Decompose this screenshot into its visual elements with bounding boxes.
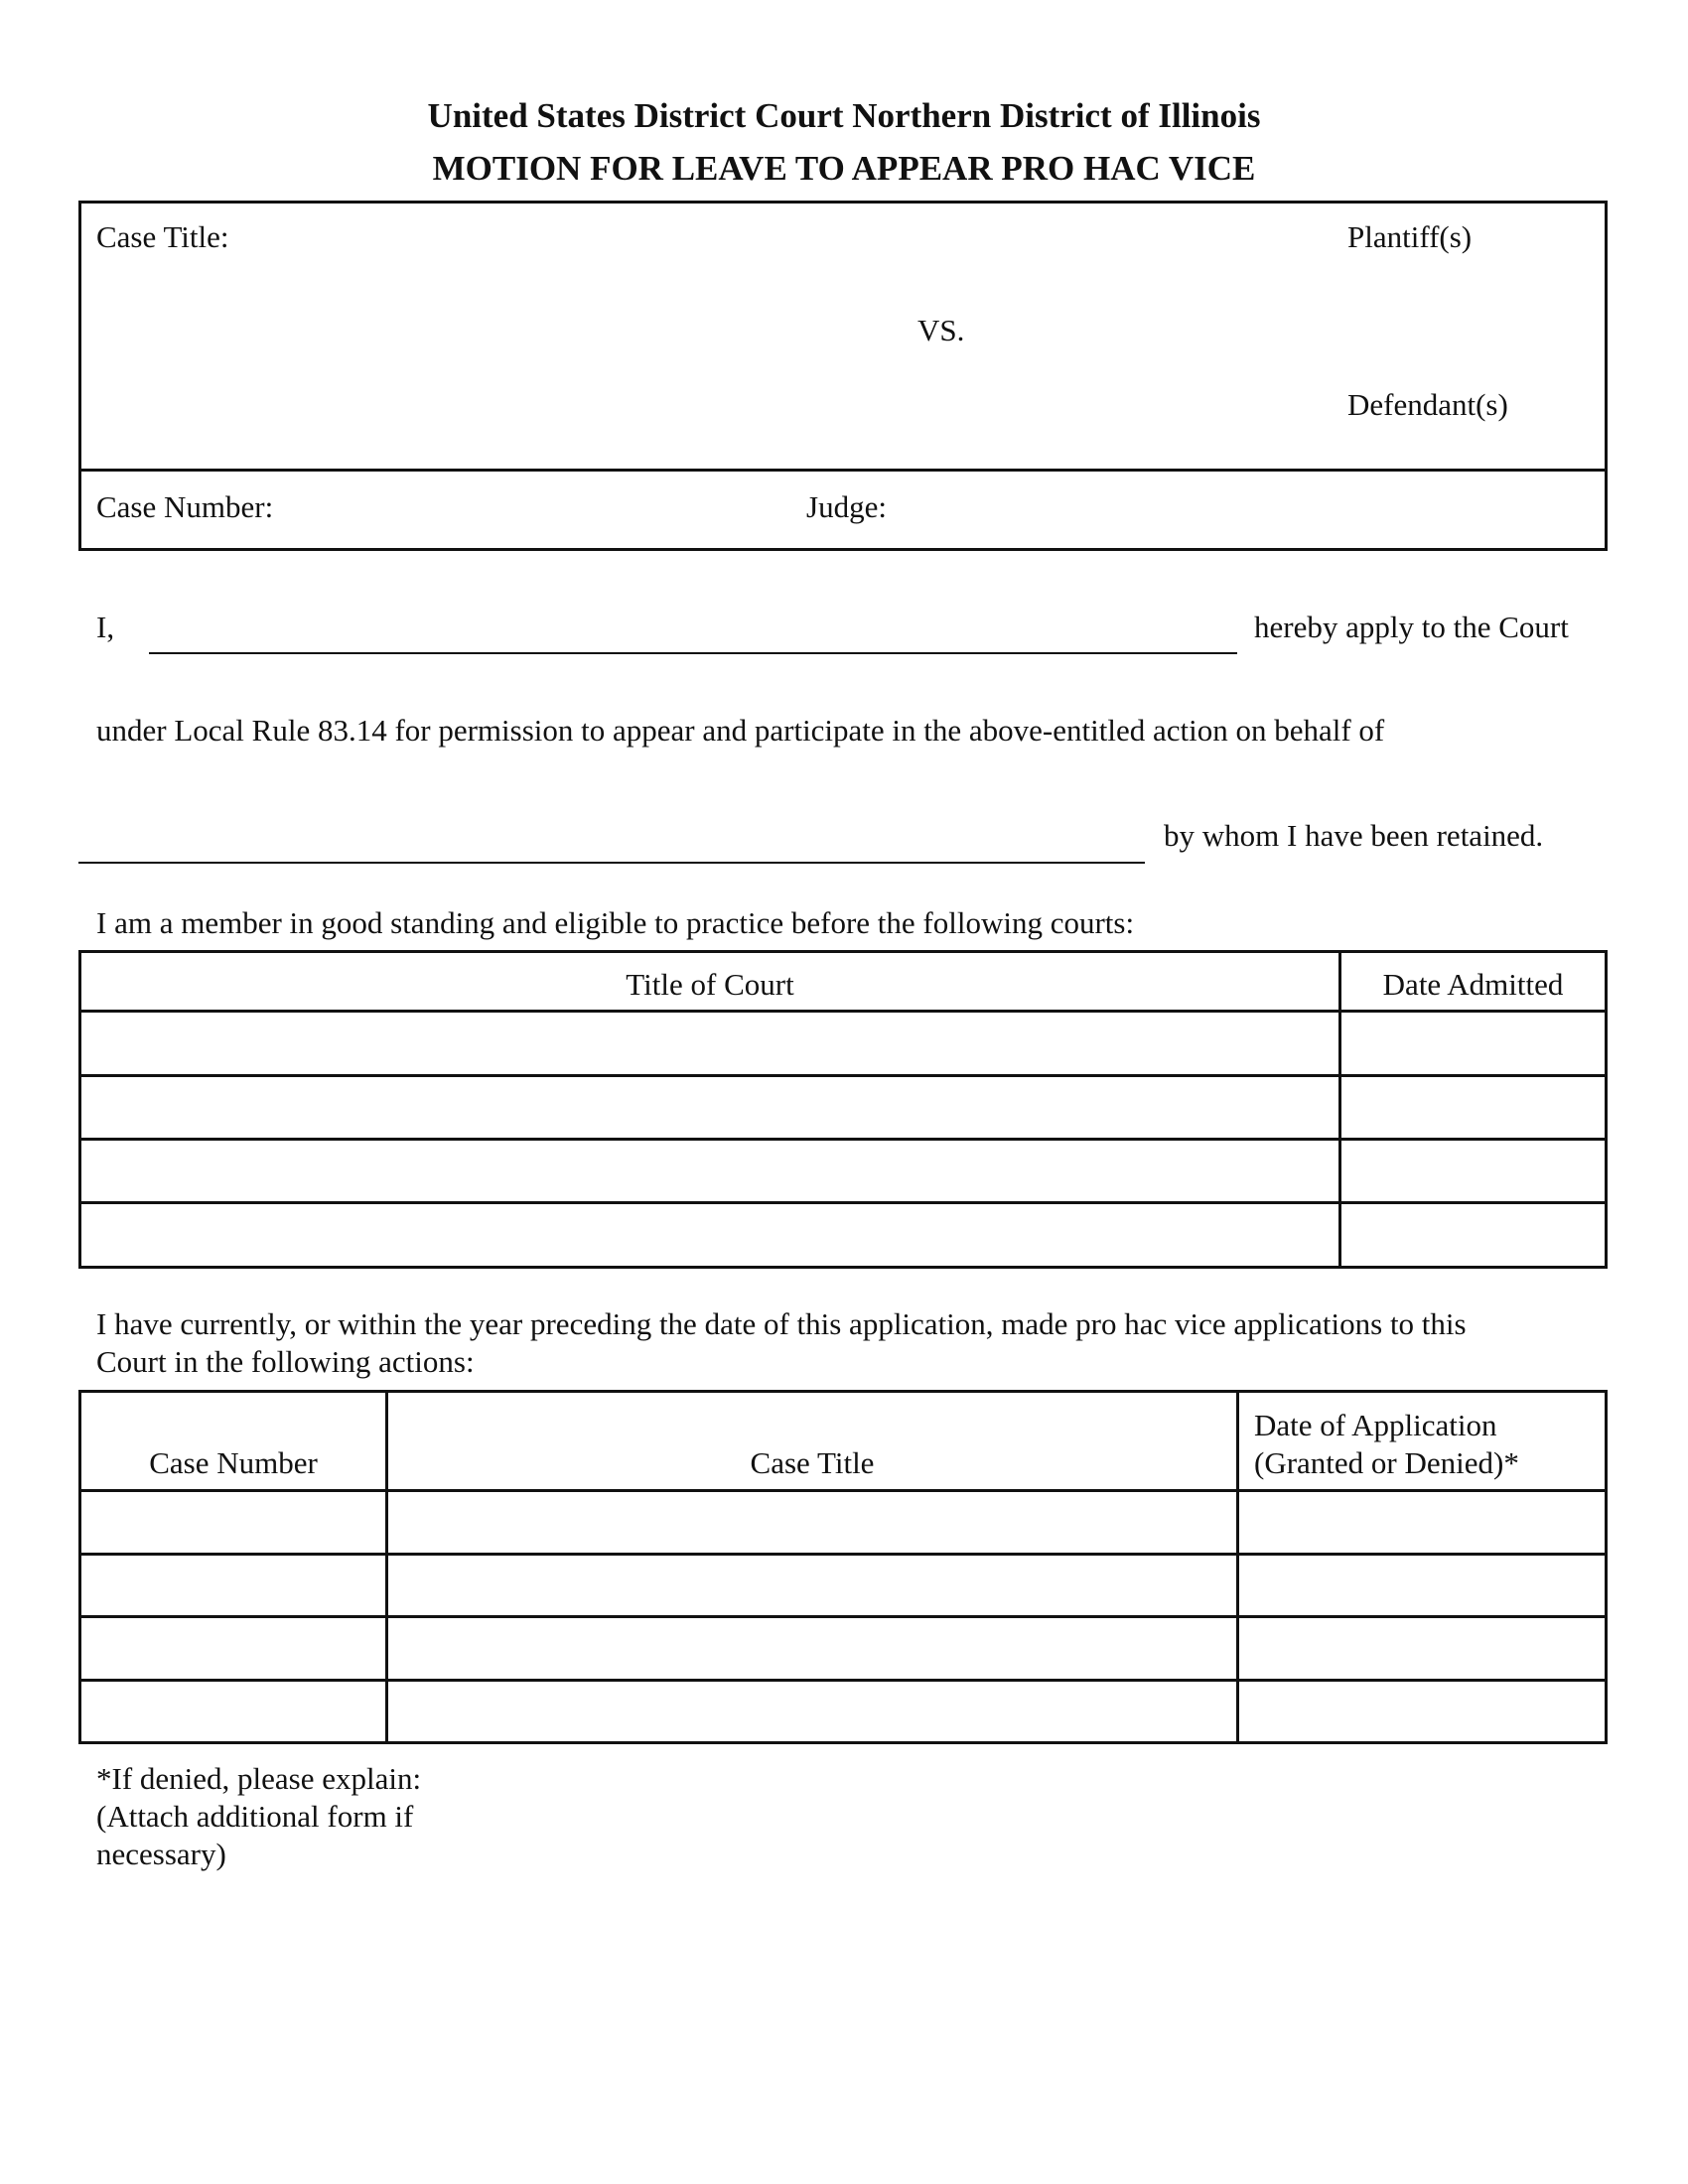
local-rule-text: under Local Rule 83.14 for permission to appear and participate in the above-entitled action on behalf of xyxy=(96,713,1385,748)
courts-table-header-line xyxy=(78,1010,1608,1013)
prior-date-cell[interactable] xyxy=(1242,1621,1602,1676)
prior-table-row-line xyxy=(78,1615,1608,1618)
prior-case-title-cell[interactable] xyxy=(391,1621,1233,1676)
prior-applications-intro-line1: I have currently, or within the year preceding the date of this application, made pro hac vice applications to this xyxy=(96,1306,1467,1341)
retained-text: by whom I have been retained. xyxy=(1164,818,1544,853)
prior-table-row-line xyxy=(78,1553,1608,1556)
prior-case-number-cell[interactable] xyxy=(84,1621,382,1676)
caption-divider xyxy=(78,469,1608,472)
date-admitted-cell[interactable] xyxy=(1344,1144,1601,1198)
vs-label: VS. xyxy=(917,313,965,347)
col-header-case-number: Case Number xyxy=(149,1445,318,1480)
date-admitted-cell[interactable] xyxy=(1344,1016,1601,1071)
prior-case-number-cell[interactable] xyxy=(84,1685,382,1738)
date-admitted-cell[interactable] xyxy=(1344,1207,1601,1263)
prior-case-title-cell[interactable] xyxy=(391,1559,1233,1612)
col-header-date-admitted: Date Admitted xyxy=(1382,967,1564,1002)
prior-table-col-divider xyxy=(1236,1390,1239,1744)
court-name: United States District Court Northern District of Illinois xyxy=(427,96,1261,135)
applicant-name-line[interactable] xyxy=(149,652,1237,654)
prior-table-header-line xyxy=(78,1489,1608,1492)
plaintiffs-label: Plantiff(s) xyxy=(1347,219,1473,254)
col-header-title-of-court: Title of Court xyxy=(626,967,794,1002)
court-title-cell[interactable] xyxy=(84,1144,1334,1198)
prior-date-cell[interactable] xyxy=(1242,1685,1602,1738)
footnote-line3: necessary) xyxy=(96,1837,226,1871)
court-title-cell[interactable] xyxy=(84,1080,1334,1135)
prior-date-cell[interactable] xyxy=(1242,1559,1602,1612)
court-title-cell[interactable] xyxy=(84,1207,1334,1263)
form-title: MOTION FOR LEAVE TO APPEAR PRO HAC VICE xyxy=(432,149,1256,188)
defendants-label: Defendant(s) xyxy=(1347,387,1508,422)
client-name-line[interactable] xyxy=(78,862,1145,864)
case-number-label: Case Number: xyxy=(96,489,274,524)
prior-case-number-cell[interactable] xyxy=(84,1559,382,1612)
courts-table-row-line xyxy=(78,1201,1608,1204)
prior-case-number-cell[interactable] xyxy=(84,1495,382,1550)
courts-intro: I am a member in good standing and eligible to practice before the following courts: xyxy=(96,905,1135,940)
case-title-label: Case Title: xyxy=(96,219,229,254)
court-title-cell[interactable] xyxy=(84,1016,1334,1071)
col-header-date-of-application: Date of Application xyxy=(1254,1408,1497,1442)
applicant-prefix: I, xyxy=(96,610,115,644)
footnote-line1: *If denied, please explain: xyxy=(96,1761,422,1796)
prior-case-title-cell[interactable] xyxy=(391,1685,1233,1738)
prior-table-col-divider xyxy=(385,1390,388,1744)
col-header-case-title: Case Title xyxy=(750,1445,875,1480)
courts-table-row-line xyxy=(78,1138,1608,1141)
courts-table-row-line xyxy=(78,1074,1608,1077)
judge-label: Judge: xyxy=(806,489,887,524)
col-header-granted-or-denied: (Granted or Denied)* xyxy=(1254,1445,1519,1480)
footnote-line2: (Attach additional form if xyxy=(96,1799,414,1834)
prior-applications-intro-line2: Court in the following actions: xyxy=(96,1344,475,1379)
date-admitted-cell[interactable] xyxy=(1344,1080,1601,1135)
apply-text: hereby apply to the Court xyxy=(1254,610,1569,644)
prior-table-row-line xyxy=(78,1679,1608,1682)
prior-date-cell[interactable] xyxy=(1242,1495,1602,1550)
prior-case-title-cell[interactable] xyxy=(391,1495,1233,1550)
